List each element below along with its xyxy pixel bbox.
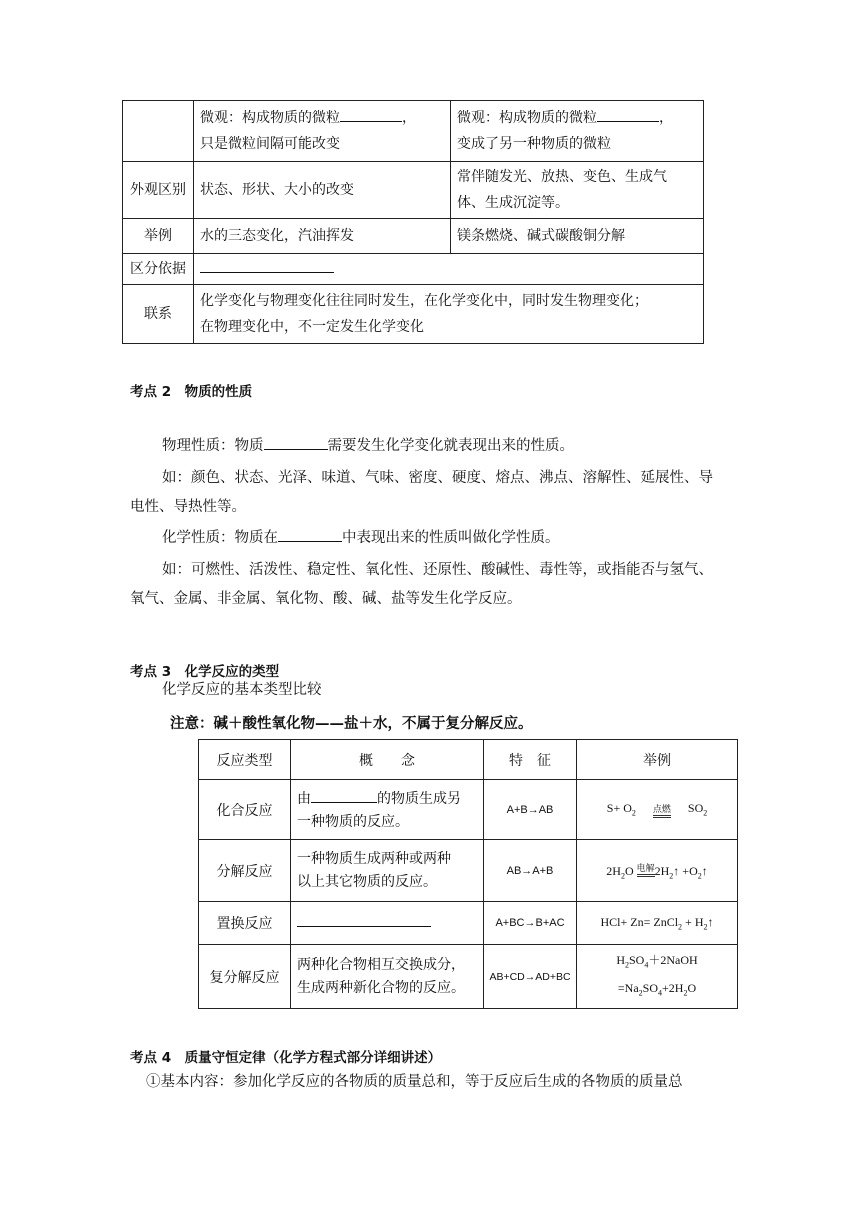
paragraph: ①基本内容：参加化学反应的各物质的质量总和，等于反应后生成的各物质的质量总 — [146, 1074, 683, 1090]
paragraph: 电性、导热性等。 — [130, 499, 246, 515]
fill-blank[interactable] — [340, 105, 402, 122]
column-header: 概 念 — [291, 740, 484, 780]
reaction-type: 分解反应 — [199, 840, 291, 902]
column-header: 举例 — [577, 740, 738, 780]
row-header: 外观区别 — [123, 162, 194, 219]
feature-cell: A+BC→B+AC — [484, 902, 577, 945]
fill-blank[interactable] — [297, 916, 431, 927]
table-cell: 状态、形状、大小的改变 — [194, 162, 451, 219]
concept-cell: 一种物质生成两种或两种 以上其它物质的反应。 — [291, 840, 484, 902]
section-heading: 考点 4 质量守恒定律（化学方程式部分详细讲述） — [130, 1050, 442, 1066]
table-cell — [194, 254, 704, 285]
feature-cell: AB+CD→AD+BC — [484, 945, 577, 1009]
concept-cell: 两种化合物相互交换成分， 生成两种新化合物的反应。 — [291, 945, 484, 1009]
note: 注意：碱＋酸性氧化物——盐＋水，不属于复分解反应。 — [170, 715, 533, 732]
paragraph: 如：可燃性、活泼性、稳定性、氧化性、还原性、酸碱性、毒性等，或指能否与氢气、 — [162, 562, 713, 578]
example-cell: $2H_2O$ 电解$2H_2↑$ $+O_2↑$ — [577, 840, 738, 902]
condition-label: 点燃 — [653, 802, 671, 818]
table-cell: 常伴随发光、放热、变色、生成气 体、生成沉淀等。 — [451, 162, 704, 219]
subtitle: 化学反应的基本类型比较 — [162, 682, 322, 698]
table-cell: 水的三态变化，汽油挥发 — [194, 219, 451, 254]
example-cell: $S+ O_2$ 点燃 $SO_2$ — [577, 780, 738, 840]
column-header: 反应类型 — [199, 740, 291, 780]
reaction-types-table — [198, 739, 738, 1009]
concept-cell: 由 的物质生成另 一种物质的反应。 — [291, 780, 484, 840]
fill-blank[interactable] — [200, 256, 334, 273]
fill-blank[interactable] — [278, 525, 342, 542]
paragraph: 氧气、金属、非金属、氧化物、酸、碱、盐等发生化学反应。 — [130, 591, 522, 607]
feature-cell: AB→A+B — [484, 840, 577, 902]
condition-label: 电解 — [637, 861, 655, 877]
section-heading: 考点 2 物质的性质 — [130, 384, 253, 400]
paragraph: 如：颜色、状态、光泽、味道、气味、密度、硬度、熔点、沸点、溶解性、延展性、导 — [162, 470, 713, 486]
row-header: 区分依据 — [123, 254, 194, 285]
reaction-type: 置换反应 — [199, 902, 291, 945]
fill-blank[interactable] — [311, 786, 377, 803]
fill-blank[interactable] — [264, 433, 328, 450]
example-cell: $H_2SO_4+2NaOH$ $=Na_2SO_4+2H_2O$ — [577, 945, 738, 1009]
paragraph: 化学性质：物质在 中表现出来的性质叫做化学性质。 — [162, 524, 560, 552]
row-header: 举例 — [123, 219, 194, 254]
concept-cell — [291, 902, 484, 945]
table-cell: 微观：构成物质的微粒 ， 只是微粒间隔可能改变 — [194, 101, 451, 162]
section-heading: 考点 3 化学反应的类型 — [130, 664, 280, 680]
column-header: 特 征 — [484, 740, 577, 780]
reaction-type: 化合反应 — [199, 780, 291, 840]
comparison-table — [122, 100, 704, 344]
table-cell: 微观：构成物质的微粒 ， 变成了另一种物质的微粒 — [451, 101, 704, 162]
feature-cell: A+B→AB — [484, 780, 577, 840]
paragraph: 物理性质：物质 需要发生化学变化就表现出来的性质。 — [162, 432, 574, 460]
fill-blank[interactable] — [597, 105, 659, 122]
row-header: 联系 — [123, 285, 194, 344]
table-cell: 化学变化与物理变化往往同时发生，在化学变化中，同时发生物理变化； 在物理变化中，不一定发生化学变化 — [194, 285, 704, 344]
reaction-type: 复分解反应 — [199, 945, 291, 1009]
example-cell: HCl+ Zn= ZnCl$_2$ + $H_2↑$ — [577, 902, 738, 945]
table-cell: 镁条燃烧、碱式碳酸铜分解 — [451, 219, 704, 254]
